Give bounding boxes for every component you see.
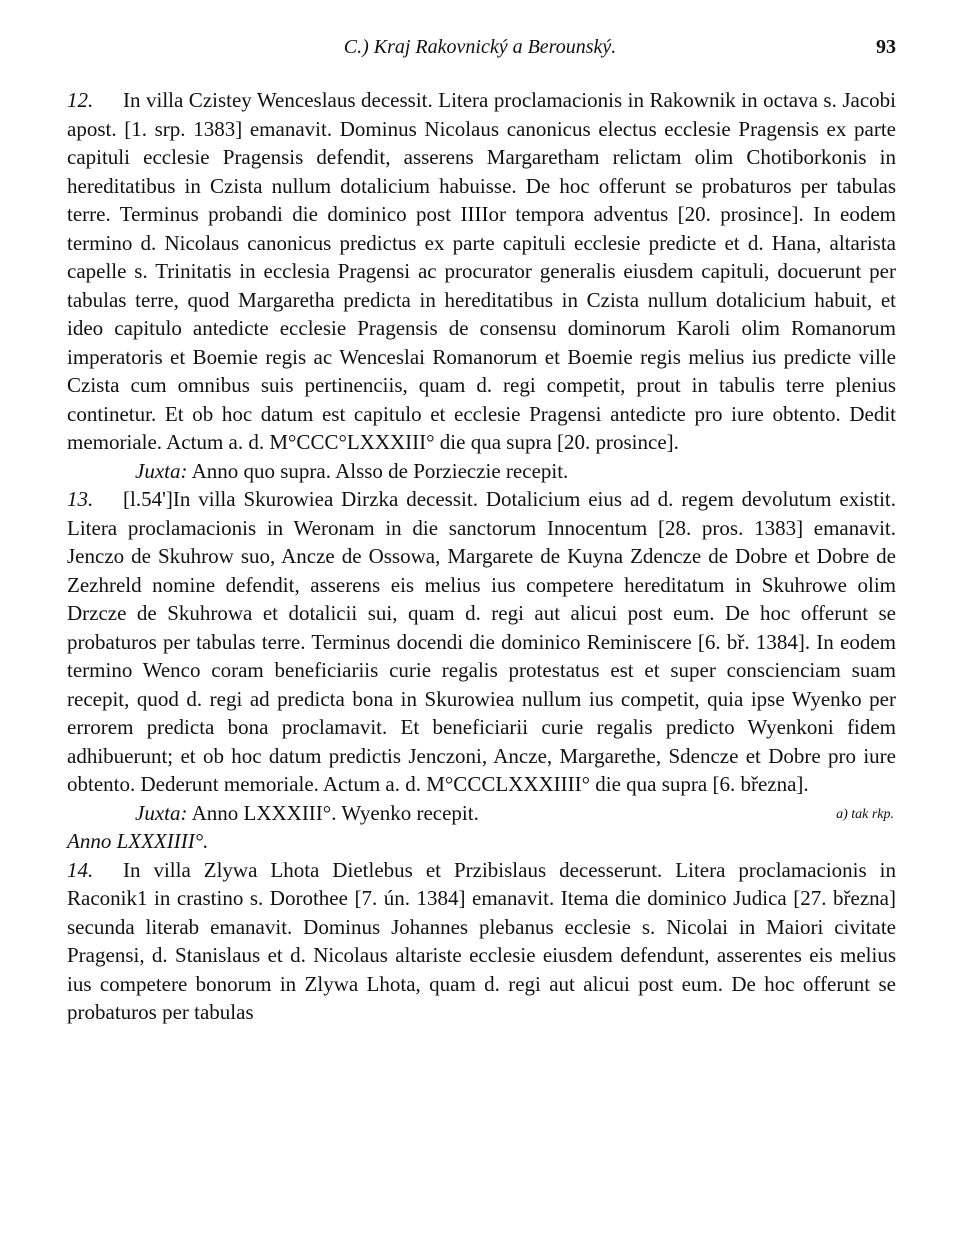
- entry-text: In villa Czistey Wenceslaus decessit. Litera proclamacionis in Rakownik in octava s. Jacobi apost. [1. srp. 1383] emanavit. Dominus Nicolaus canonicus electus ecclesie Pragensis ex parte capituli ecclesie Pragensis defendit, asserens Margaretham relictam olim Chotiborkonis in hereditatibus in Czista nullum dotalicium habuisse. De hoc offerunt se probaturos per tabulas terre. Terminus probandi die dominico post IIIIor tempora adventus [20. prosince]. In eodem termino d. Nicolaus canonicus predictus ex parte capituli ecclesie predicte et d. Hana, altarista capelle s. Trinitatis in ecclesia Pragensi ac procurator generalis eiusdem capituli, docuerunt per tabulas terre, quod Margaretha predicta in hereditatibus in Czista nullum dotalicium habuit, et ideo capitulo antedicte ecclesie Pragensis de consensu dominorum Karoli olim Romanorum imperatoris et Boemie regis ac Wenceslai Romanorum et Boemie regis melius ius predicte ville Czista cum omnibus suis pertinenciis, quam d. regi competit, prout in tabulis terre plenius continetur. Et ob hoc datum est capitulo et ecclesie Pragensi antedicte pro iure obtento. Dedit memoriale. Actum a. d. M°CCC°LXXXIII° die qua supra [20. prosince].: [67, 88, 896, 454]
- page-header: [0, 36, 960, 66]
- entry-text: In villa Zlywa Lhota Dietlebus et Przibislaus decesserunt. Litera proclamacionis in Raconik1 in crastino s. Dorothee [7. ún. 1384] emanavit. Itema die dominico Judica [27. března] secunda literab emanavit. Dominus Johannes plebanus ecclesie s. Nicolai in Maiori civitate Pragensi, d. Stanislaus et d. Nicolaus altariste ecclesie eiusdem defendunt, asserentes eis melius ius competere bonorum in Zlywa Lhota, quam d. regi aut alicui post eum. De hoc offerunt se probaturos per tabulas: [67, 857, 896, 1024]
- entry-12: [67, 86, 896, 457]
- body-text: [67, 86, 896, 1027]
- entry-14: [67, 856, 896, 1027]
- entry-13: [67, 485, 896, 799]
- year-heading: Anno LXXXIIII°.: [67, 829, 209, 853]
- juxta-label: Juxta:: [135, 458, 188, 483]
- entry-number: 14.: [67, 857, 94, 882]
- juxta-note-13: [67, 799, 896, 828]
- juxta-text: Anno quo supra. Alsso de Porzieczie recepit.: [191, 458, 569, 483]
- entry-text: [l.54']In villa Skurowiea Dirzka decessit. Dotalicium eius ad d. regem devolutum existit. Litera proclamacionis in Weronam in die sanctorum Innocentum [28. pros. 1383] emanavit. Jenczo de Skuhrow suo, Ancze de Ossowa, Margarete de Kuyna Zdencze de Dobre et Dobre de Zezhreld nomine defendit, asserens eis melius ius competere hereditatum in Skuhrowe olim Drzcze de Skuhrowa et dotalicii sui, quam d. regi aut alicui post eum. De hoc offerunt se probaturos per tabulas terre. Terminus docendi die dominico Reminiscere [6. bř. 1384]. In eodem termino Wenco coram beneficiariis curie regalis protestatus est et super conscienciam suam recepit, quod d. regi ad predicta bona in Skurowiea nullum ius competit, quia ipse Wyenko per errorem predicta bona proclamavit. Et beneficiarii curie regalis predicto Wyenkoni fidem adhibuerunt; et ob hoc datum predictis Jenczoni, Ancze, Margarethe, Sdencze et Dobre pro iure obtento. Dederunt memoriale. Actum a. d. M°CCCLXXXIIII° die qua supra [6. března].: [67, 487, 896, 796]
- entry-number: 12.: [67, 88, 94, 112]
- juxta-label: Juxta:: [135, 800, 188, 825]
- running-title: C.) Kraj Rakovnický a Berounský.: [343, 36, 617, 58]
- page-number: 93: [876, 36, 896, 58]
- juxta-text: Anno LXXXIII°. Wyenko recepit.: [191, 800, 479, 825]
- footnote: a) tak rkp.: [836, 806, 894, 822]
- juxta-note-12: [67, 457, 896, 486]
- entry-number: 13.: [67, 487, 94, 511]
